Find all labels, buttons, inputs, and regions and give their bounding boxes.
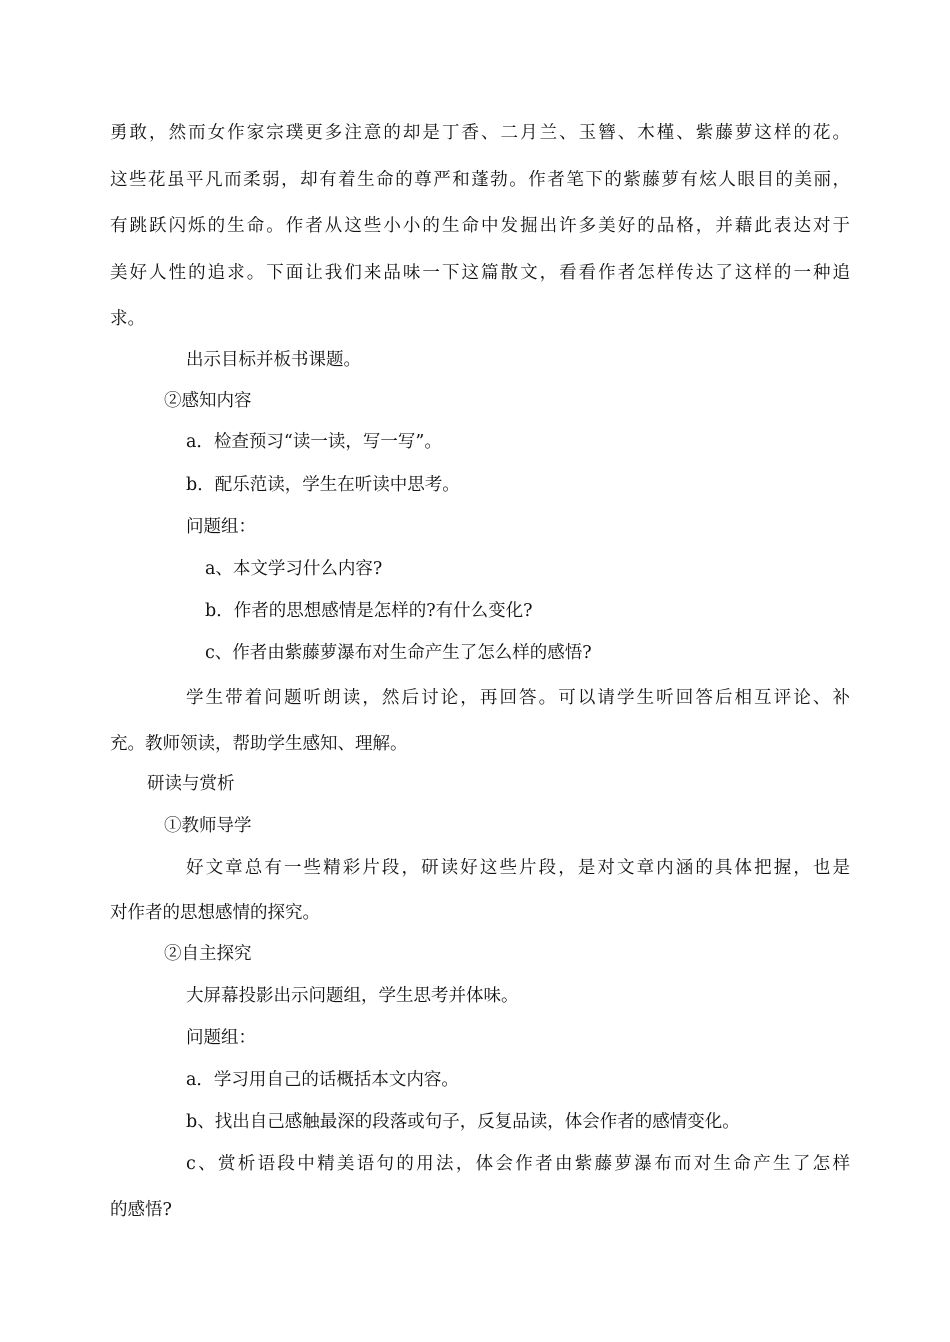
intro-line-4: 美好人性的追求。下面让我们来品味一下这篇散文，看看作者怎样传达了这样的一种追: [110, 263, 850, 283]
show-goal-text: 出示目标并板书课题。: [186, 350, 361, 370]
guide-line-1: 好文章总有一些精彩片段，研读好这些片段，是对文章内涵的具体把握，也是: [186, 858, 850, 878]
question-group-label-2: 问题组：: [186, 1028, 256, 1048]
discuss-line-2: 充。教师领读，帮助学生感知、理解。: [110, 734, 408, 754]
discuss-line-1: 学生带着问题听朗读，然后讨论，再回答。可以请学生听回答后相互评论、补: [186, 688, 850, 708]
perceive-item-b: b．配乐范读，学生在听读中思考。: [186, 475, 460, 495]
question-1-c: c、作者由紫藤萝瀑布对生命产生了怎么样的感悟?: [205, 643, 592, 663]
question-2-a: a．学习用自己的话概括本文内容。: [186, 1070, 459, 1090]
question-2-c-line-1: c、赏析语段中精美语句的用法，体会作者由紫藤萝瀑布而对生命产生了怎样: [186, 1154, 850, 1174]
question-2-b: b、找出自己感触最深的段落或句子，反复品读，体会作者的感情变化。: [186, 1112, 740, 1132]
perceive-item-a: a．检查预习“读一读，写一写”。: [186, 432, 442, 452]
guide-heading: ①教师导学: [164, 816, 252, 836]
intro-line-3: 有跳跃闪烁的生命。作者从这些小小的生命中发掘出许多美好的品格，并藉此表达对于: [110, 216, 850, 236]
question-1-a: a、本文学习什么内容?: [205, 559, 383, 579]
explore-text: 大屏幕投影出示问题组，学生思考并体味。: [186, 986, 519, 1006]
perceive-heading: ②感知内容: [164, 391, 252, 411]
study-heading: 研读与赏析: [147, 774, 235, 794]
question-group-label-1: 问题组：: [186, 517, 256, 537]
intro-line-2: 这些花虽平凡而柔弱，却有着生命的尊严和蓬勃。作者笔下的紫藤萝有炫人眼目的美丽，: [110, 170, 850, 190]
question-2-c-line-2: 的感悟?: [110, 1200, 172, 1220]
explore-heading: ②自主探究: [164, 944, 252, 964]
question-1-b: b．作者的思想感情是怎样的?有什么变化?: [205, 601, 533, 621]
intro-line-1: 勇敢，然而女作家宗璞更多注意的却是丁香、二月兰、玉簪、木槿、紫藤萝这样的花。: [110, 123, 850, 143]
guide-line-2: 对作者的思想感情的探究。: [110, 903, 320, 923]
intro-line-5: 求。: [110, 309, 145, 329]
